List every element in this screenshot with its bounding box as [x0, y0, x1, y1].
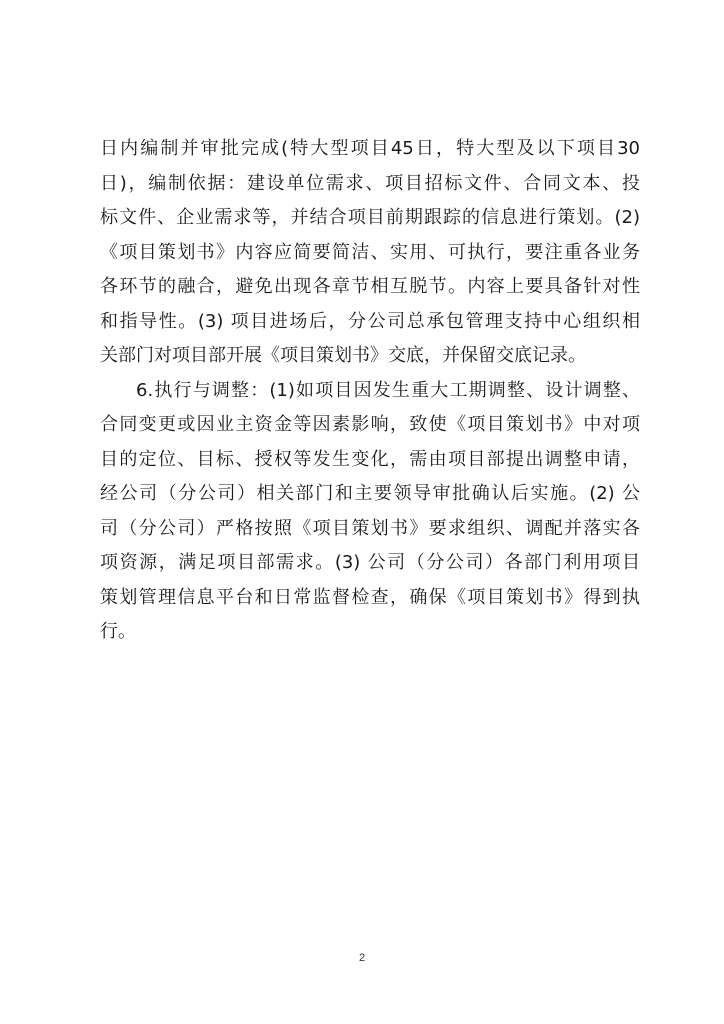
- body-text: [100, 132, 640, 650]
- text-line: 关部门对项目部开展《项目策划书》交底，并保留交底记录。: [100, 345, 586, 366]
- text-line: 各环节的融合，避免出现各章节相互脱节。内容上要具备针对性: [100, 276, 640, 297]
- text-line: 行。: [100, 621, 136, 642]
- text-line: 《项目策划书》内容应简要简洁、实用、可执行，要注重各业务: [100, 241, 640, 263]
- text-line: 标文件、企业需求等，并结合项目前期跟踪的信息进行策划。(2): [100, 207, 640, 228]
- text-line: 策划管理信息平台和日常监督检查，确保《项目策划书》得到执: [100, 586, 640, 608]
- text-line: 和指导性。(3) 项目进场后，分公司总承包管理支持中心组织相: [100, 310, 640, 332]
- text-line: 目的定位、目标、授权等发生变化，需由项目部提出调整申请，: [100, 448, 640, 470]
- text-line: 日内编制并审批完成(特大型项目45日，特大型及以下项目30: [100, 138, 640, 159]
- text-line: 经公司（分公司）相关部门和主要领导审批确认后实施。(2) 公: [100, 483, 640, 504]
- text-line: 6.执行与调整：(1)如项目因发生重大工期调整、设计调整、: [136, 379, 640, 401]
- text-line: 项资源，满足项目部需求。(3) 公司（分公司）各部门利用项目: [100, 552, 640, 573]
- text-line: 日)，编制依据：建设单位需求、项目招标文件、合同文本、投: [100, 172, 640, 194]
- text-line: 司（分公司）严格按照《项目策划书》要求组织、调配并落实各: [100, 517, 640, 539]
- text-line: 合同变更或因业主资金等因素影响，致使《项目策划书》中对项: [100, 414, 640, 435]
- page-number: 2: [358, 952, 366, 964]
